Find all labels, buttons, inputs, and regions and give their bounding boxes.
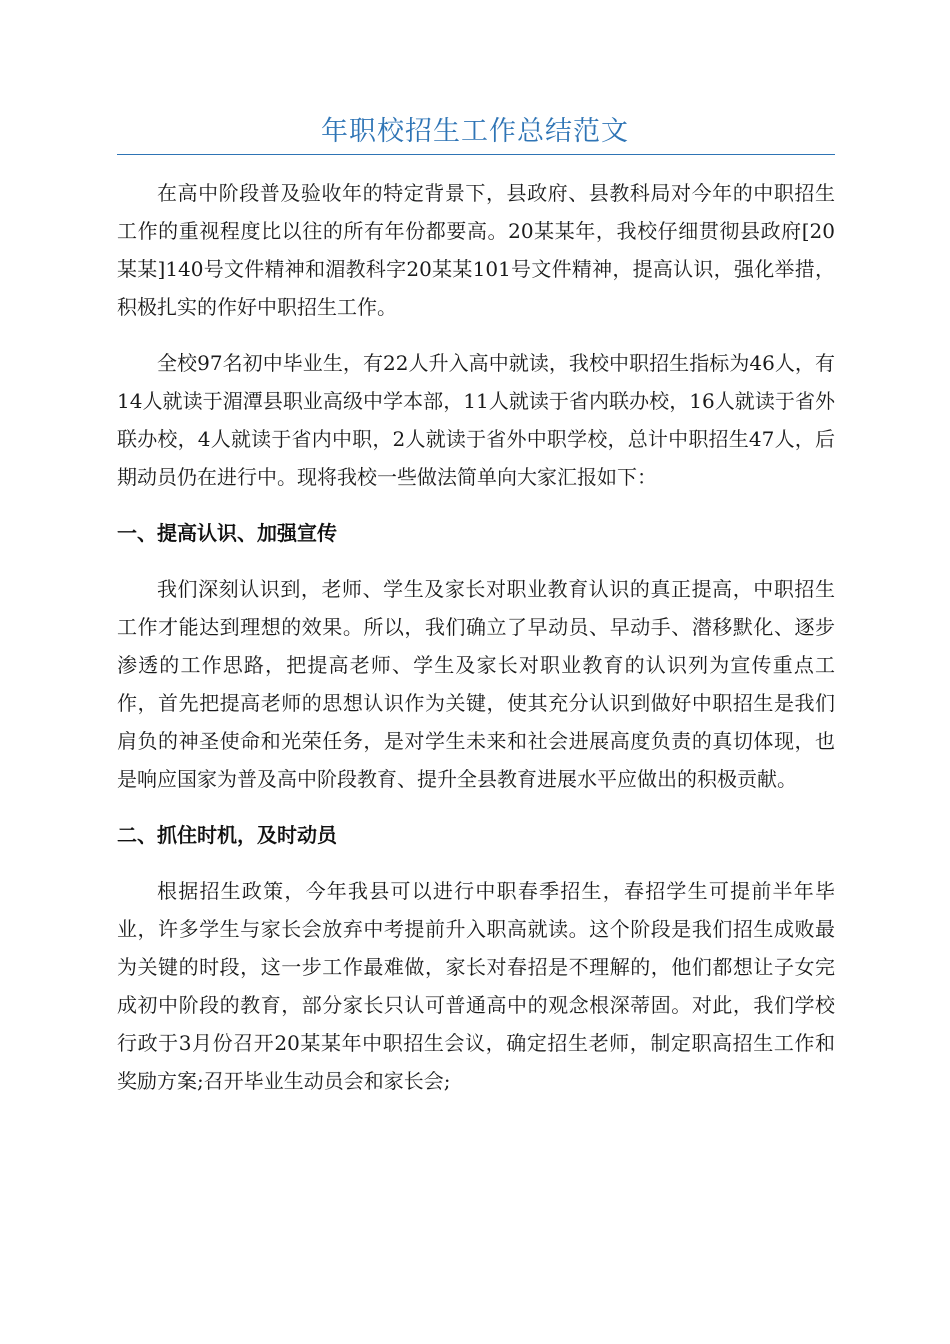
section-heading-2: 二、抓住时机，及时动员	[117, 823, 337, 847]
paragraph-awareness: 我们深刻认识到，老师、学生及家长对职业教育认识的真正提高，中职招生工作才能达到理想的效果。所以，我们确立了早动员、早动手、潜移默化、逐步渗透的工作思路，把提高老师、学生及家长对职业教育的认识列为宣传重点工作，首先把提高老师的思想认识作为关键，使其充分认识到做好中职招生是我们肩负的神圣使命和光荣任务，是对学生未来和社会进展高度负责的真切体现，也是响应国家为普及高中阶段教育、提升全县教育进展水平应做出的积极贡献。	[117, 577, 835, 791]
paragraph-enrollment-stats: 全校97名初中毕业生，有22人升入高中就读，我校中职招生指标为46人，有14人就读于湄潭县职业高级中学本部，11人就读于省内联办校，16人就读于省外联办校，4人就读于省内中职，2人就读于省外中职学校，总计中职招生47人，后期动员仍在进行中。现将我校一些做法简单向大家汇报如下：	[117, 351, 835, 489]
paragraph-mobilization: 根据招生政策，今年我县可以进行中职春季招生，春招学生可提前半年毕业，许多学生与家长会放弃中考提前升入职高就读。这个阶段是我们招生成败最为关键的时段，这一步工作最难做，家长对春招是不理解的，他们都想让子女完成初中阶段的教育，部分家长只认可普通高中的观念根深蒂固。对此，我们学校行政于3月份召开20某某年中职招生会议，确定招生老师，制定职高招生工作和奖励方案;召开毕业生动员会和家长会;	[117, 879, 835, 1093]
section-heading-1: 一、提高认识、加强宣传	[117, 521, 337, 545]
title-underline	[117, 154, 835, 155]
paragraph-intro: 在高中阶段普及验收年的特定背景下，县政府、县教科局对今年的中职招生工作的重视程度比以往的所有年份都要高。20某某年，我校仔细贯彻县政府[20某某]140号文件精神和湄教科字20某某101号文件精神，提高认识，强化举措，积极扎实的作好中职招生工作。	[117, 181, 835, 319]
document-body	[117, 174, 835, 1118]
document-title: 年职校招生工作总结范文	[321, 116, 629, 147]
